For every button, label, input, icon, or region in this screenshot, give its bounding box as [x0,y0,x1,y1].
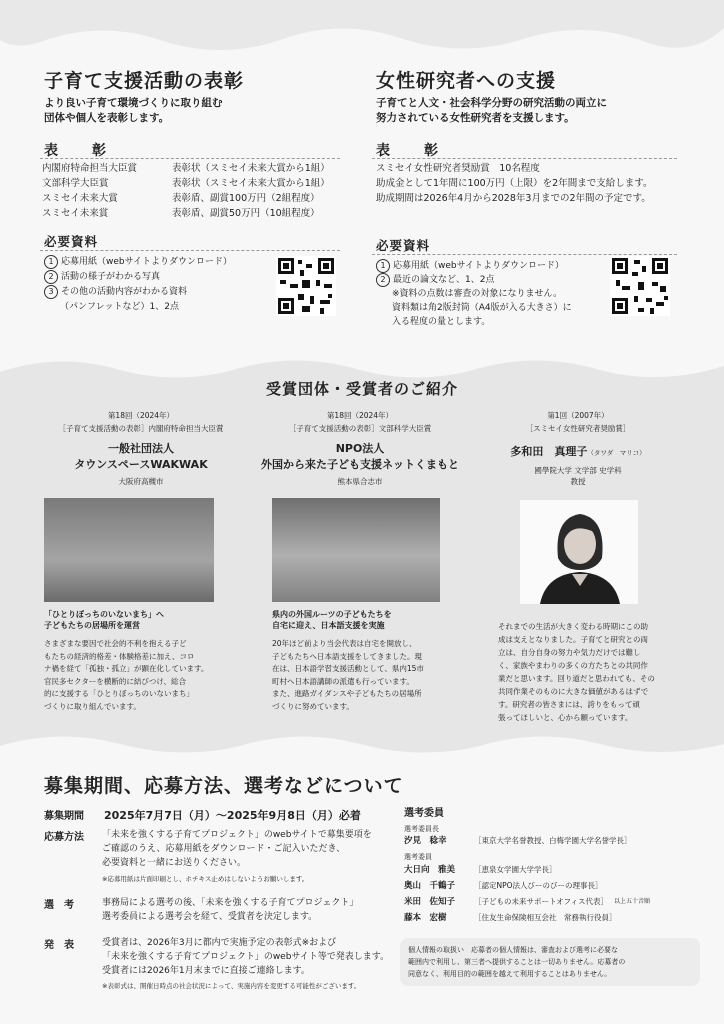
qr-code-icon[interactable] [276,256,336,316]
divider [372,158,677,159]
privacy-box: 個人情報の取扱い 応募者の個人情報は、審査および選考に必要な 範囲内で利用し、第三者へ提供することは一切ありません。応募者の 同意なく、利用目的の範囲を越えて利用することはありません。 [400,938,700,986]
left-docs-list: 1 応募用紙（webサイトよりダウンロード） 2 活動の様子がわかる写真 3 その他の活動内容がわかる資料 （パンフレットなど）1、2点 [44,255,274,315]
committee-member: 米田 佐知子 ［子どもの未来サポートオフィス代表］ 以上五十音順 [404,897,650,907]
doc-item: 2 活動の様子がわかる写真 [44,270,274,285]
right-section-title: 女性研究者への支援 [376,70,557,92]
divider [40,250,340,251]
method-row: 応募方法 「未来を強くする子育てプロジェクト」のwebサイトで募集要項を ご確認のうえ、応募用紙をダウンロード・ご記入いただき、 必要資料と一緒にお送りください。 ※応募用紙は片面印刷とし、ホチキス止めはしないようお願いします。 [44,830,372,883]
recipient-caption-2: 県内の外国ルーツの子どもたちを 自宅に迎え、日本語支援を実施 [272,610,392,630]
committee-member: 藤本 宏樹 ［住友生命保険相互会社 常務執行役員］ [404,913,617,923]
recipient-photo-2 [272,498,440,602]
committee-block: 選考委員 選考委員長 汐見 稔幸 ［東京大学名誉教授、白梅学園大学名誉学長］ 選考委員 大日向 雅美 ［恵泉女学園大学学長］ 奥山 千鶴子 ［認定NPO法人びーのびーの理事長］ 米田 佐知子 ［子どもの未来サポートオフィス代表］ 以上五十音順 藤本 宏樹 ［住友生命保険相互会社 常務執行役員］ [404,804,694,926]
left-lead-1: より良い子育て環境づくりに取り組む [44,97,223,109]
right-docs-list: 1 応募用紙（webサイトよりダウンロード） 2 最近の論文など、1、2点 ※資料の点数は審査の対象になりません。 資料類は角2版封筒（A4版が入る大きさ）に 入る程度の量とします。 [376,259,606,329]
recipient-body-1: さまざまな要因で社会的不利を抱える子ど もたちの経済的格差・体験格差に加え、コロ ナ禍を経て「孤独・孤立」が顕在化しています。 官民多セクターを横断的に結びつけ、総合 的に支援する「ひとりぼっちのいないまち」 づくりに取り組んでいます。 [44,639,209,711]
announcement-row: 発 表 受賞者は、2026年3月に都内で実施予定の表彰式※および 「未来を強くする子育てプロジェクト」のwebサイト等で発表します。 受賞者には2026年1月末までに直接ご連絡します。 ※表彰式は、開催日時点の社会状況によって、実施内容を変更する可能性がございます。 [44,938,390,990]
right-lead-1: 子育てと人文・社会科学分野の研究活動の両立に [376,97,607,109]
doc-item: 1 応募用紙（webサイトよりダウンロード） [44,255,274,270]
award-row: 内閣府特命担当大臣賞 表彰状（スミセイ未来大賞から1組） [42,163,330,174]
doc-item: 2 最近の論文など、1、2点 [376,273,606,287]
doc-item: 3 その他の活動内容がわかる資料 [44,285,274,300]
selection-row: 選 考 事務局による選考の後、「未来を強くする子育てプロジェクト」 選考委員による選考会を経て、受賞者を決定します。 [44,898,359,922]
right-lead-2: 努力されている女性研究者を支援します。 [376,112,575,124]
right-award-text: スミセイ女性研究者奨励賞 10名程度 助成金として1年間に100万円（上限）を2年間まで支給します。 助成期間は2026年4月から2028年3月までの2年間の予定です。 [376,163,653,204]
portrait-icon [520,500,638,604]
left-docs-heading: 必要資料 [44,234,99,249]
bottom-section-title: 募集期間、応募方法、選考などについて [44,775,404,797]
recipient-card-1: 第18回（2024年） ［子育て支援活動の表彰］内閣府特命担当大臣賞 一般社団法人 タウンスペースWAKWAK 大阪府高槻市 [58,411,224,486]
right-awards-heading: 表 彰 [376,143,448,159]
left-awards-list [42,161,342,221]
qr-code-icon[interactable] [610,256,670,316]
recipient-photo-1 [44,498,214,602]
period-row: 募集期間 2025年7月7日（月）〜2025年9月8日（月）必着 [44,809,361,822]
committee-member: 大日向 雅美 ［恵泉女学園大学学長］ [404,865,557,875]
award-row: スミセイ未来賞 表彰盾、副賞50万円（10組程度） [42,208,320,219]
recipient-body-3: それまでの生活が大きく変わる時期にこの助 成は支えとなりました。子育てと研究との両 立は、自分自身の努力や気力だけでは難し く、家族やまわりの多くの方たちとの共同作 業だと思います。回り道だと思われても、その 共同作業そのものに大きな価値があるはずで す。研究者の皆さまには、誇りをもって頑 張ってほしいと、心から願っています。 [498,622,655,722]
top-wave-decoration [0,0,724,60]
left-awards-heading: 表 彰 [44,143,116,159]
committee-member: 奥山 千鶴子 ［認定NPO法人びーのびーの理事長］ [404,881,603,891]
recipient-caption-1: 「ひとりぼっちのいないまち」へ 子どもたちの居場所を運営 [44,610,164,630]
recipient-photo-3 [520,500,638,604]
award-row: スミセイ未来大賞 表彰盾、副賞100万円（2組程度） [42,193,320,204]
recipient-card-3: 第1回（2007年） ［スミセイ女性研究者奨励賞］ 多和田 真理子（タワダ マリコ） 國學院大学 文学部 史学科 教授 [510,411,646,486]
left-section-title: 子育て支援活動の表彰 [44,70,245,92]
divider [40,158,340,159]
left-lead-2: 団体や個人を表彰します。 [44,112,170,124]
recipient-body-2: 20年ほど前より当会代表は自宅を開放し、 子どもたちへ日本語支援をしてきました。現 在は、日本語学習支援活動として、県内15市 町村へ日本語講師の派遣も行っています。 また、進路ガイダンスや子どもたちの居場所 づくりに努めています。 [272,639,424,711]
intro-title: 受賞団体・受賞者のご紹介 [265,380,458,398]
recipient-card-2: 第18回（2024年） ［子育て支援活動の表彰］文部科学大臣賞 NPO法人 外国から来た子ども支援ネットくまもと 熊本県合志市 [261,411,459,486]
divider [372,254,677,255]
committee-member: 汐見 稔幸 ［東京大学名誉教授、白梅学園大学名誉学長］ [404,836,632,846]
award-row: 文部科学大臣賞 表彰状（スミセイ未来大賞から1組） [42,178,330,189]
right-docs-heading: 必要資料 [376,238,431,253]
doc-item: 1 応募用紙（webサイトよりダウンロード） [376,259,606,273]
